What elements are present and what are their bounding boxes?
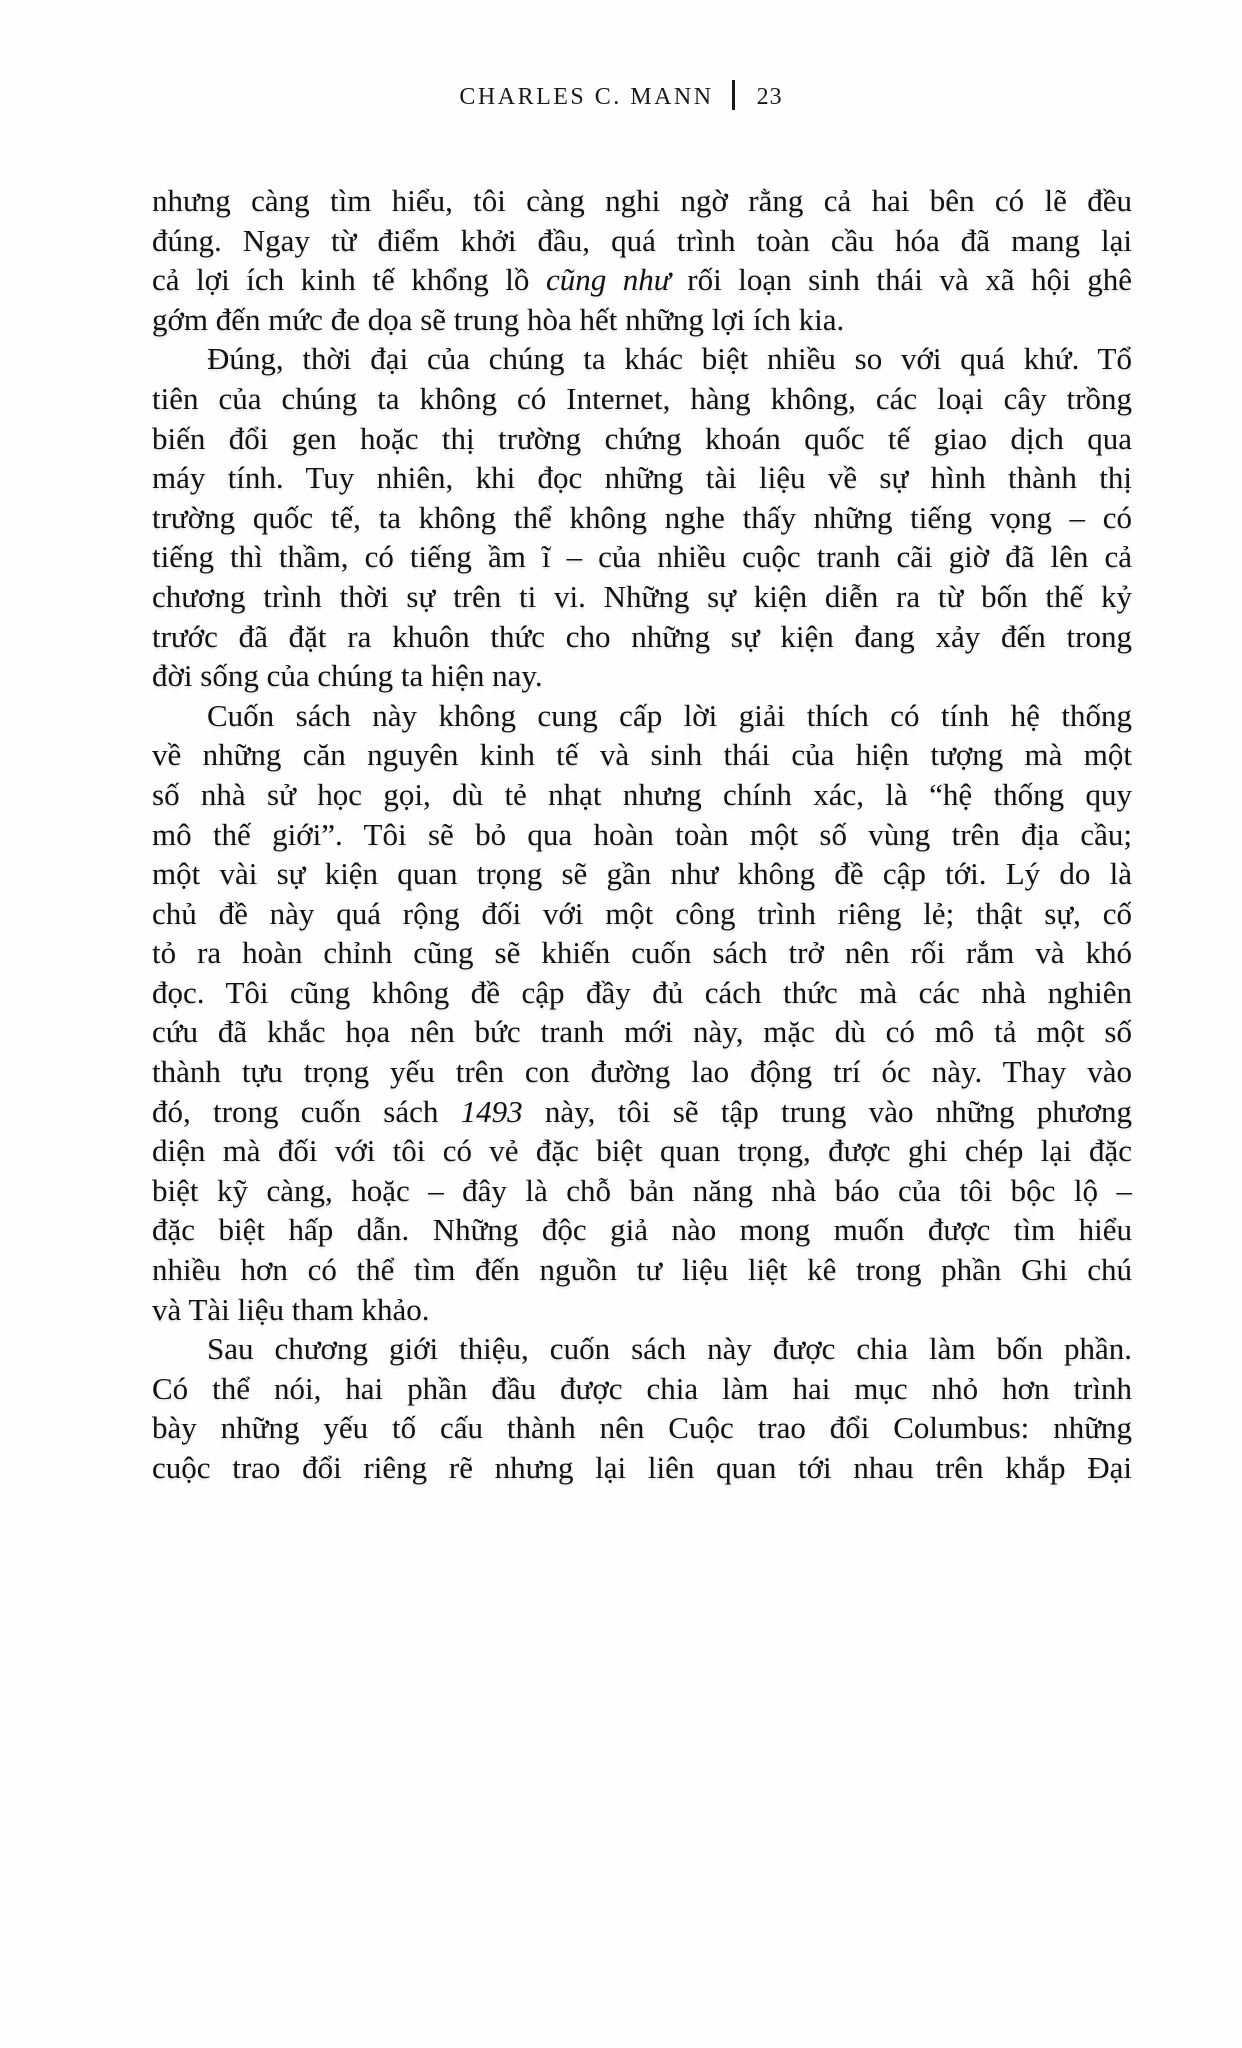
text-line: cuộc trao đổi riêng rẽ nhưng lại liên quan tới nhau trên khắp Đại: [152, 1450, 1132, 1485]
italic-book-title: 1493: [460, 1093, 523, 1129]
text-line: đặc biệt hấp dẫn. Những độc giả nào mong muốn được tìm hiểu: [152, 1212, 1132, 1248]
text-span: cả lợi ích kinh tế khổng lồ: [152, 262, 546, 298]
text-line: [152, 1092, 1132, 1132]
text-line: nhưng càng tìm hiểu, tôi càng nghi ngờ rằng cả hai bên có lẽ đều: [152, 183, 1132, 218]
text-line: trước đã đặt ra khuôn thức cho những sự kiện đang xảy đến trong: [152, 618, 1132, 654]
text-line: gớm đến mức đe dọa sẽ trung hòa hết những lợi ích kia.: [152, 301, 845, 337]
text-line: tiếng thì thầm, có tiếng ầm ĩ – của nhiều cuộc tranh cãi giờ đã lên cả: [152, 539, 1132, 575]
body-text: [152, 181, 1132, 1488]
text-line: mô thế giới”. Tôi sẽ bỏ qua hoàn toàn một số vùng trên địa cầu;: [152, 816, 1132, 852]
text-line: tỏ ra hoàn chỉnh cũng sẽ khiến cuốn sách trở nên rối rắm và khó: [152, 935, 1132, 971]
text-line: thành tựu trọng yếu trên con đường lao động trí óc này. Thay vào: [152, 1054, 1132, 1090]
italic-emphasis: cũng như: [545, 262, 671, 298]
text-span: đó, trong cuốn sách: [152, 1093, 461, 1129]
paragraph-first-line: Cuốn sách này không cung cấp lời giải thích có tính hệ thống: [207, 697, 1132, 733]
paragraph-first-line: Sau chương giới thiệu, cuốn sách này được chia làm bốn phần.: [207, 1331, 1132, 1367]
text-line: đúng. Ngay từ điểm khởi đầu, quá trình toàn cầu hóa đã mang lại: [152, 222, 1132, 258]
paragraph-first-line: Đúng, thời đại của chúng ta khác biệt nhiều so với quá khứ. Tổ: [207, 341, 1132, 377]
text-span: rối loạn sinh thái và xã hội ghê: [670, 262, 1133, 298]
text-line: chủ đề này quá rộng đối với một công trình riêng lẻ; thật sự, cố: [152, 895, 1132, 931]
text-line: số nhà sử học gọi, dù tẻ nhạt nhưng chính xác, là “hệ thống quy: [152, 776, 1132, 812]
text-line: biệt kỹ càng, hoặc – đây là chỗ bản năng nhà báo của tôi bộc lộ –: [152, 1172, 1132, 1208]
text-line: đọc. Tôi cũng không đề cập đầy đủ cách thức mà các nhà nghiên: [152, 974, 1132, 1010]
text-line: trường quốc tế, ta không thể không nghe thấy những tiếng vọng – có: [152, 499, 1132, 535]
text-line: diện mà đối với tôi có vẻ đặc biệt quan trọng, được ghi chép lại đặc: [152, 1133, 1132, 1169]
text-line: Có thể nói, hai phần đầu được chia làm hai mục nhỏ hơn trình: [152, 1370, 1132, 1406]
author-name: CHARLES C. MANN: [459, 84, 714, 110]
text-line: máy tính. Tuy nhiên, khi đọc những tài liệu về sự hình thành thị: [152, 460, 1132, 496]
text-line: nhiều hơn có thể tìm đến nguồn tư liệu liệt kê trong phần Ghi chú: [152, 1252, 1132, 1288]
running-header: [0, 80, 1242, 111]
text-line: chương trình thời sự trên ti vi. Những sự kiện diễn ra từ bốn thế kỷ: [152, 578, 1132, 614]
text-line: [152, 260, 1132, 300]
text-line: đời sống của chúng ta hiện nay.: [152, 658, 543, 694]
text-line: về những căn nguyên kinh tế và sinh thái của hiện tượng mà một: [152, 737, 1132, 773]
text-line: bày những yếu tố cấu thành nên Cuộc trao đổi Columbus: những: [152, 1410, 1132, 1446]
page-number: 23: [756, 84, 783, 110]
text-line: tiên của chúng ta không có Internet, hàng không, các loại cây trồng: [152, 380, 1132, 416]
header-separator: [732, 80, 735, 110]
text-span: này, tôi sẽ tập trung vào những phương: [522, 1093, 1133, 1129]
text-line: một vài sự kiện quan trọng sẽ gần như không đề cập tới. Lý do là: [152, 856, 1132, 892]
text-line: biến đổi gen hoặc thị trường chứng khoán quốc tế giao dịch qua: [152, 420, 1132, 456]
text-line: cứu đã khắc họa nên bức tranh mới này, mặc dù có mô tả một số: [152, 1014, 1132, 1050]
text-line: và Tài liệu tham khảo.: [152, 1291, 430, 1327]
